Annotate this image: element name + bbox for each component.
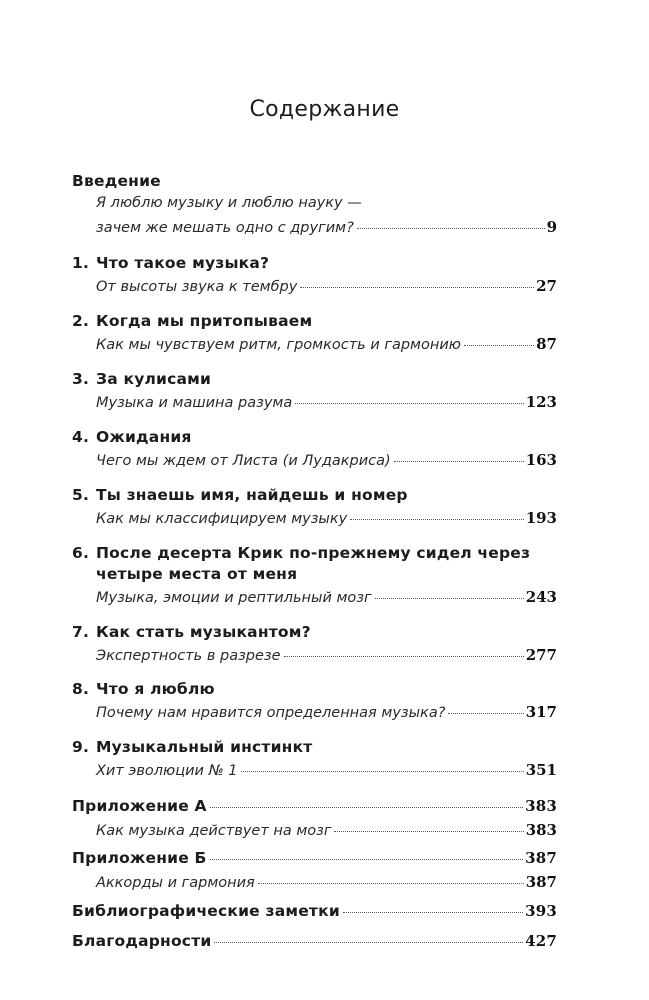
chapter-number: 4. bbox=[72, 428, 90, 446]
chapter-title: Когда мы притопываем bbox=[96, 312, 313, 330]
page-number: 351 bbox=[525, 761, 557, 779]
leader-dots bbox=[295, 403, 523, 404]
chapter-subtitle: Почему нам нравится определенная музыка? bbox=[96, 705, 446, 721]
page-number: 383 bbox=[525, 797, 557, 815]
toc-thanks-row[interactable] bbox=[72, 932, 557, 950]
toc-chapter-4-row[interactable] bbox=[96, 451, 557, 469]
chapter-title: Что я люблю bbox=[96, 680, 215, 698]
toc-chapter-6-row[interactable] bbox=[96, 588, 557, 606]
chapter-subtitle: Как мы классифицируем музыку bbox=[96, 511, 348, 527]
toc-chapter-1-row[interactable] bbox=[96, 277, 557, 295]
toc-intro-title[interactable]: Введение bbox=[72, 172, 161, 190]
toc-chapter-8-row[interactable] bbox=[96, 703, 557, 721]
toc-chapter-3-title[interactable] bbox=[72, 370, 557, 388]
page-number: 27 bbox=[536, 277, 557, 295]
toc-chapter-4-title[interactable] bbox=[72, 428, 557, 446]
toc-chapter-9-row[interactable] bbox=[96, 761, 557, 779]
appendix-title: Приложение А bbox=[72, 797, 207, 815]
page-number: 393 bbox=[525, 902, 557, 920]
leader-dots bbox=[258, 883, 524, 884]
toc-chapter-8-title[interactable] bbox=[72, 680, 557, 698]
chapter-number: 3. bbox=[72, 370, 90, 388]
appendix-subtitle: Как музыка действует на мозг bbox=[96, 823, 332, 839]
page-number: 277 bbox=[525, 646, 557, 664]
chapter-subtitle: Музыка и машина разума bbox=[96, 395, 293, 411]
chapter-title: Как стать музыкантом? bbox=[96, 623, 311, 641]
chapter-title: Ожидания bbox=[96, 428, 192, 446]
toc-appendix-a-row[interactable] bbox=[72, 797, 557, 815]
chapter-subtitle: Хит эволюции № 1 bbox=[96, 763, 238, 779]
toc-intro-page: 9 bbox=[546, 218, 557, 236]
page-number: 163 bbox=[525, 451, 557, 469]
chapter-number: 2. bbox=[72, 312, 90, 330]
leader-dots bbox=[357, 228, 545, 229]
chapter-number: 6. bbox=[72, 544, 90, 562]
leader-dots bbox=[343, 912, 523, 913]
toc-appendix-b-sub-row[interactable] bbox=[96, 873, 557, 891]
leader-dots bbox=[394, 461, 524, 462]
leader-dots bbox=[210, 859, 524, 860]
chapter-subtitle: Экспертность в разрезе bbox=[96, 648, 281, 664]
chapter-title: После десерта Крик по-прежнему сидел через bbox=[96, 544, 531, 562]
toc-appendix-b-row[interactable] bbox=[72, 849, 557, 867]
toc-chapter-6-title-line2: четыре места от меня bbox=[96, 565, 298, 583]
toc-intro-subtitle-line1: Я люблю музыку и люблю науку — bbox=[96, 195, 362, 211]
notes-title: Библиографические заметки bbox=[72, 902, 340, 920]
page-number: 193 bbox=[525, 509, 557, 527]
page-number: 387 bbox=[525, 849, 557, 867]
chapter-number: 5. bbox=[72, 486, 90, 504]
chapter-number: 1. bbox=[72, 254, 90, 272]
thanks-title: Благодарности bbox=[72, 932, 212, 950]
toc-chapter-2-title[interactable] bbox=[72, 312, 557, 330]
appendix-subtitle: Аккорды и гармония bbox=[96, 875, 255, 891]
toc-chapter-7-row[interactable] bbox=[96, 646, 557, 664]
leader-dots bbox=[375, 598, 524, 599]
chapter-number: 7. bbox=[72, 623, 90, 641]
leader-dots bbox=[210, 807, 523, 808]
toc-appendix-a-sub-row[interactable] bbox=[96, 821, 557, 839]
toc-chapter-5-title[interactable] bbox=[72, 486, 557, 504]
toc-chapter-6-title[interactable] bbox=[72, 544, 557, 562]
chapter-subtitle: От высоты звука к тембру bbox=[96, 279, 298, 295]
chapter-title: Что такое музыка? bbox=[96, 254, 270, 272]
chapter-number: 9. bbox=[72, 738, 90, 756]
chapter-title: Ты знаешь имя, найдешь и номер bbox=[96, 486, 408, 504]
toc-intro-subtitle-line2: зачем же мешать одно с другим? bbox=[96, 220, 354, 236]
page-number: 87 bbox=[536, 335, 557, 353]
leader-dots bbox=[350, 519, 523, 520]
leader-dots bbox=[284, 656, 524, 657]
toc-chapter-1-title[interactable] bbox=[72, 254, 557, 272]
chapter-title: За кулисами bbox=[96, 370, 212, 388]
chapter-title: Музыкальный инстинкт bbox=[96, 738, 313, 756]
page-number: 317 bbox=[525, 703, 557, 721]
chapter-subtitle: Музыка, эмоции и рептильный мозг bbox=[96, 590, 372, 606]
toc-chapter-3-row[interactable] bbox=[96, 393, 557, 411]
toc-intro-subtitle-row[interactable] bbox=[96, 218, 557, 236]
leader-dots bbox=[241, 771, 524, 772]
leader-dots bbox=[334, 831, 523, 832]
toc-chapter-5-row[interactable] bbox=[96, 509, 557, 527]
leader-dots bbox=[448, 713, 523, 714]
page-number: 427 bbox=[525, 932, 557, 950]
toc-chapter-2-row[interactable] bbox=[96, 335, 557, 353]
page-number: 123 bbox=[525, 393, 557, 411]
leader-dots bbox=[214, 942, 523, 943]
page-number: 387 bbox=[525, 873, 557, 891]
toc-chapter-7-title[interactable] bbox=[72, 623, 557, 641]
chapter-subtitle: Чего мы ждем от Листа (и Лудакриса) bbox=[96, 453, 391, 469]
page-number: 243 bbox=[525, 588, 557, 606]
page-number: 383 bbox=[525, 821, 557, 839]
toc-chapter-9-title[interactable] bbox=[72, 738, 557, 756]
chapter-subtitle: Как мы чувствуем ритм, громкость и гармонию bbox=[96, 337, 461, 353]
toc-notes-row[interactable] bbox=[72, 902, 557, 920]
page-title: Содержание bbox=[249, 97, 400, 122]
chapter-number: 8. bbox=[72, 680, 90, 698]
leader-dots bbox=[300, 287, 534, 288]
leader-dots bbox=[464, 345, 534, 346]
appendix-title: Приложение Б bbox=[72, 849, 207, 867]
